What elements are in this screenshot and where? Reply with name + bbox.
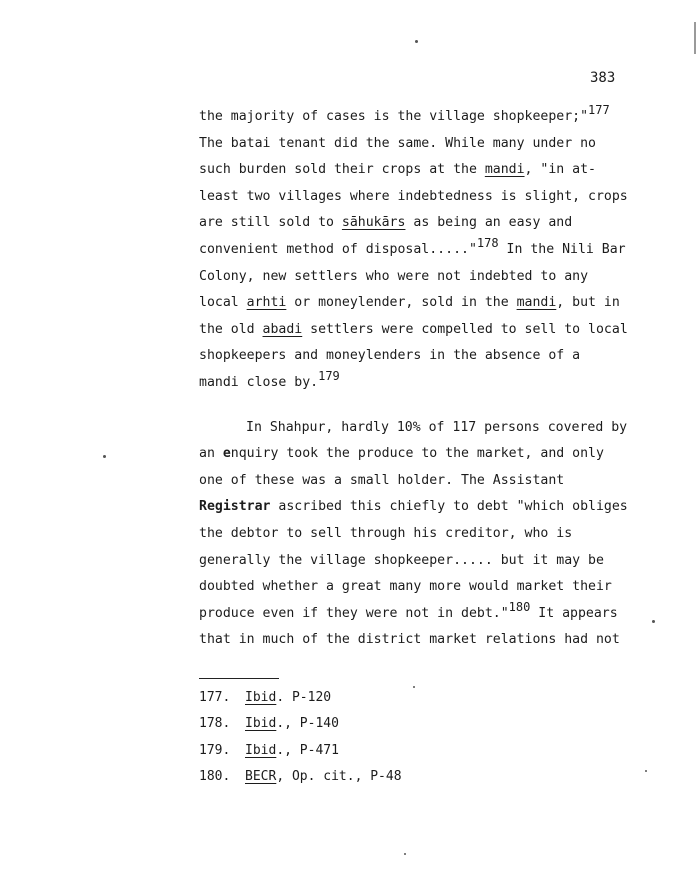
scan-speck — [103, 455, 106, 458]
footnote-separator-rule — [199, 678, 279, 679]
text-run: It appears — [530, 605, 618, 621]
footnotes — [199, 685, 402, 791]
paragraph-gap — [199, 397, 669, 415]
text-line — [199, 548, 669, 575]
text-run: mandi close by. — [199, 374, 319, 390]
body-text — [199, 104, 669, 654]
footnote — [199, 764, 402, 790]
text-run: The batai tenant did the same. While many under no — [199, 135, 596, 151]
scan-speck — [415, 40, 418, 43]
text-run: the old — [199, 321, 263, 337]
text-line — [199, 627, 669, 654]
text-line — [199, 343, 669, 370]
footnote-number: 180. — [199, 769, 231, 785]
text-run: Colony, new settlers who were not indebted to any — [199, 268, 589, 284]
text-run: local — [199, 295, 247, 311]
text-run: an — [199, 446, 223, 462]
text-run: In Shahpur, hardly 10% of 117 persons covered by — [246, 419, 628, 435]
underlined-term: sāhukārs — [341, 215, 406, 231]
text-run: ., P-471 — [276, 742, 339, 758]
underlined-term: mandi — [516, 295, 557, 311]
text-line — [199, 574, 669, 601]
footnote-ref: 179 — [318, 368, 340, 383]
footnote-ref: 177 — [588, 103, 610, 117]
text-run: that in much of the district market relations had not — [199, 632, 620, 648]
scan-speck — [404, 853, 406, 855]
footnote-number: 178. — [199, 716, 231, 732]
text-line — [199, 290, 669, 317]
scan-speck — [645, 770, 647, 772]
text-run: , Op. cit., P-48 — [276, 769, 402, 785]
underlined-term: arhti — [246, 295, 287, 311]
text-run: convenient method of disposal....." — [199, 241, 477, 257]
text-line — [199, 370, 669, 397]
footnote-ref: 180 — [508, 599, 531, 614]
text-run: ascribed this chiefly to debt "which obliges — [270, 499, 628, 515]
text-run: , "in at- — [524, 162, 596, 178]
text-line — [199, 494, 669, 521]
text-run: such burden sold their crops at the — [199, 162, 485, 178]
text-run: the majority of cases is the village shopkeeper;" — [199, 109, 589, 124]
text-line — [199, 157, 669, 184]
text-line — [199, 264, 669, 291]
underlined-term: abadi — [262, 321, 303, 337]
text-line — [199, 317, 669, 344]
text-line — [199, 601, 669, 628]
text-line — [199, 104, 669, 131]
scan-speck — [652, 620, 655, 623]
text-run: settlers were compelled to sell to local — [302, 321, 628, 337]
text-run: e — [222, 446, 231, 462]
text-line — [199, 237, 669, 264]
page-number: 383 — [590, 70, 616, 86]
text-run: doubted whether a great many more would market their — [199, 579, 612, 595]
text-run: . P-120 — [276, 690, 332, 705]
text-run: are still sold to — [199, 215, 342, 231]
text-run: generally the village shopkeeper..... but it may be — [199, 552, 604, 568]
text-line — [199, 210, 669, 237]
underlined-term: Ibid — [245, 716, 277, 732]
footnote — [199, 738, 402, 764]
text-run: or moneylender, sold in the — [286, 295, 517, 311]
scan-margin-mark — [694, 22, 696, 54]
scan-speck — [413, 686, 415, 688]
text-run: shopkeepers and moneylenders in the absence of a — [199, 348, 581, 364]
underlined-term: BECR — [245, 769, 277, 785]
text-line — [199, 415, 669, 442]
underlined-term: Ibid — [245, 742, 277, 758]
text-run: produce even if they were not in debt." — [199, 605, 509, 621]
footnote-number: 177. — [199, 690, 231, 705]
text-run: Regi — [199, 499, 231, 515]
footnote-number: 179. — [199, 742, 231, 758]
text-line — [199, 521, 669, 548]
text-run: as being an easy and — [405, 215, 573, 231]
footnote — [199, 711, 402, 737]
text-line — [199, 131, 669, 158]
text-line — [199, 441, 669, 468]
text-run: the debtor to sell through his creditor, who is — [199, 525, 573, 541]
text-run: least two villages where indebtedness is slight, crops — [199, 188, 628, 204]
text-run: ., P-140 — [276, 716, 339, 732]
footnote-ref: 178 — [476, 235, 499, 250]
text-line — [199, 468, 669, 495]
text-run: In the Nili Bar — [498, 241, 626, 257]
text-line — [199, 184, 669, 211]
footnote — [199, 685, 402, 711]
text-run: , but in — [556, 295, 620, 311]
text-run: nquiry took the produce to the market, and only — [230, 446, 604, 462]
text-run: one of these was a small holder. The Assistant — [199, 472, 565, 488]
underlined-term: mandi — [484, 162, 525, 178]
text-run: strar — [230, 499, 271, 515]
underlined-term: Ibid — [245, 690, 277, 705]
